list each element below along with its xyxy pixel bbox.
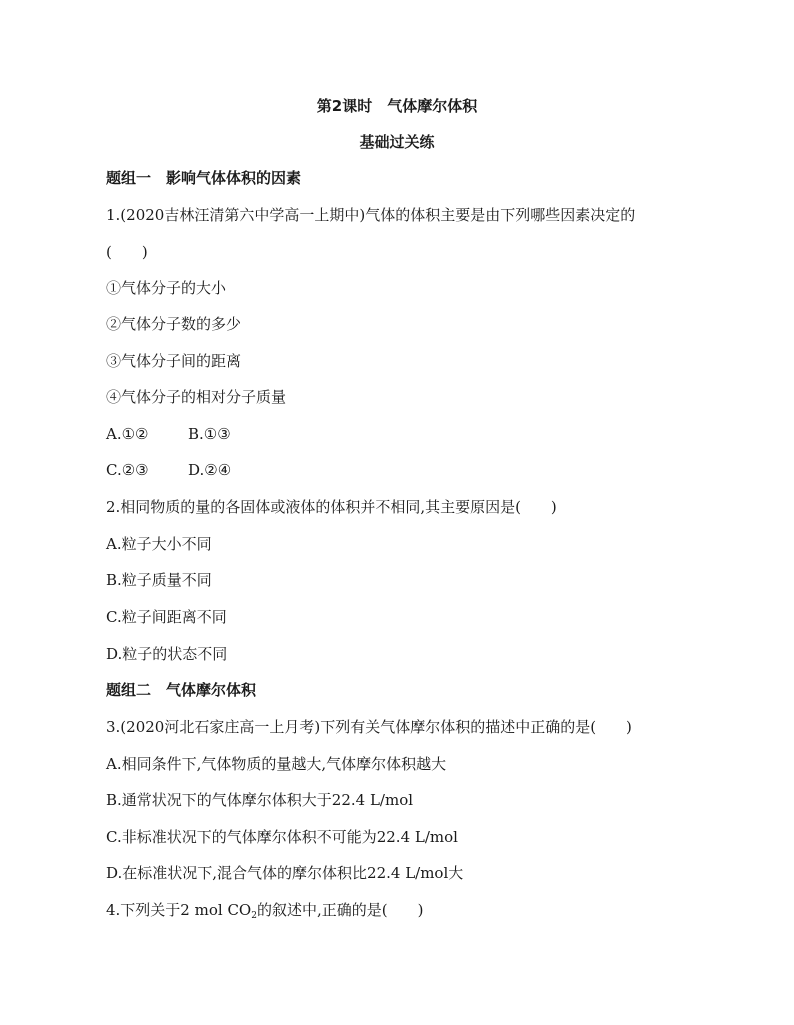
- question-1-option-a: A.①②: [106, 425, 149, 443]
- question-1-item: ④气体分子的相对分子质量: [106, 388, 287, 406]
- question-3-option: D.在标准状况下,混合气体的摩尔体积比22.4 L/mol大: [106, 864, 464, 882]
- question-2-option: D.粒子的状态不同: [106, 645, 228, 663]
- question-1-stem: 1.(2020吉林汪清第六中学高一上期中)气体的体积主要是由下列哪些因素决定的: [106, 206, 636, 224]
- question-1-item: ①气体分子的大小: [106, 279, 227, 297]
- section-subtitle: 基础过关练: [359, 133, 435, 151]
- question-3-stem: 3.(2020河北石家庄高一上月考)下列有关气体摩尔体积的描述中正确的是( ): [106, 718, 632, 736]
- question-1-options-row: [106, 424, 231, 444]
- page-title: 第2课时 气体摩尔体积: [316, 97, 478, 115]
- question-1-item: ②气体分子数的多少: [106, 315, 242, 333]
- question-4-stem: [106, 900, 423, 926]
- group2-heading: 题组二 气体摩尔体积: [106, 681, 257, 699]
- question-3-option: C.非标准状况下的气体摩尔体积不可能为22.4 L/mol: [106, 828, 458, 846]
- question-2-option: C.粒子间距离不同: [106, 608, 227, 626]
- question-1-option-c: C.②③: [106, 461, 149, 479]
- question-1-option-b: B.①③: [188, 425, 231, 443]
- question-4-stem-before: 4.下列关于2 mol CO: [106, 901, 252, 919]
- question-4-stem-after: 的叙述中,正确的是( ): [256, 901, 424, 919]
- question-2-option: A.粒子大小不同: [106, 535, 212, 553]
- question-1-item: ③气体分子间的距离: [106, 352, 242, 370]
- question-1-blank: ( ): [106, 243, 148, 261]
- question-1-option-d: D.②④: [188, 461, 232, 479]
- question-3-option: B.通常状况下的气体摩尔体积大于22.4 L/mol: [106, 791, 414, 809]
- question-2-option: B.粒子质量不同: [106, 571, 212, 589]
- question-2-stem: 2.相同物质的量的各固体或液体的体积并不相同,其主要原因是( ): [106, 498, 557, 516]
- co2-subscript: 2: [251, 911, 257, 921]
- question-3-option: A.相同条件下,气体物质的量越大,气体摩尔体积越大: [106, 755, 447, 773]
- question-1-options-row: [106, 460, 231, 480]
- group1-heading: 题组一 影响气体体积的因素: [106, 169, 302, 187]
